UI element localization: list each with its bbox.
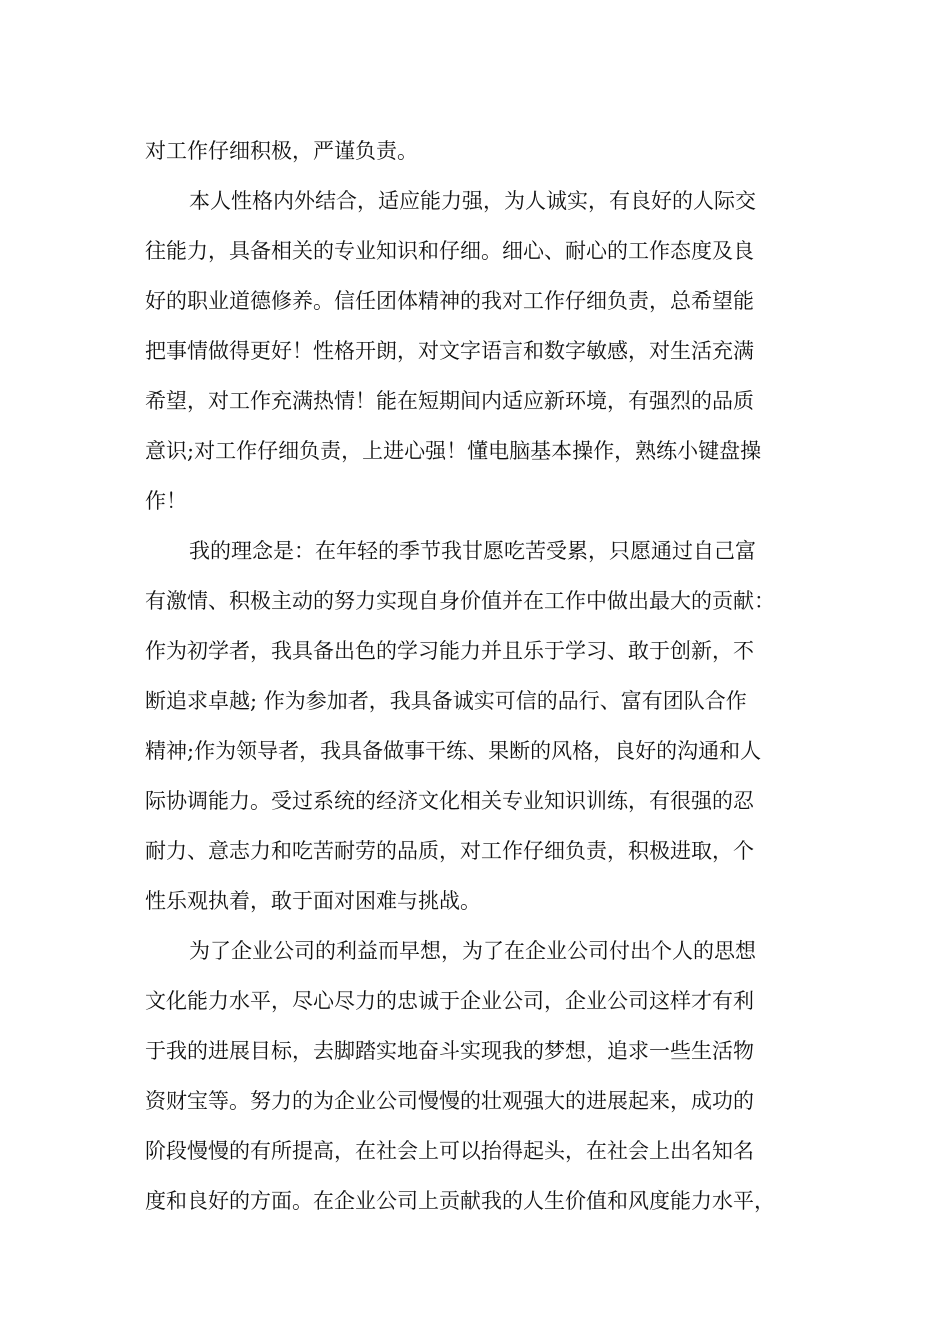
text-line-13: 精神;作为领导者，我具备做事干练、果断的风格，良好的沟通和人 (145, 739, 762, 763)
text-line-4: 好的职业道德修养。信任团体精神的我对工作仔细负责，总希望能 (145, 289, 754, 313)
text-line-12: 断追求卓越; 作为参加者，我具备诚实可信的品行、富有团队合作 (145, 689, 747, 713)
text-line-19: 于我的进展目标，去脚踏实地奋斗实现我的梦想，追求一些生活物 (145, 1039, 754, 1063)
text-line-10: 有激情、积极主动的努力实现自身价值并在工作中做出最大的贡献： (145, 589, 775, 613)
text-line-11: 作为初学者，我具备出色的学习能力并且乐于学习、敢于创新，不 (145, 639, 754, 663)
paragraph-start-line: 本人性格内外结合，适应能力强，为人诚实，有良好的人际交 (189, 189, 756, 213)
paragraph-start-line: 我的理念是：在年轻的季节我甘愿吃苦受累，只愿通过自己富 (189, 539, 756, 563)
text-line-14: 际协调能力。受过系统的经济文化相关专业知识训练，有很强的忍 (145, 789, 754, 813)
text-line-5: 把事情做得更好！性格开朗，对文字语言和数字敏感，对生活充满 (145, 339, 754, 363)
text-line-6: 希望，对工作充满热情！能在短期间内适应新环境，有强烈的品质 (145, 389, 754, 413)
text-line-21: 阶段慢慢的有所提高，在社会上可以抬得起头，在社会上出名知名 (145, 1139, 754, 1163)
text-line-3: 往能力，具备相关的专业知识和仔细。细心、耐心的工作态度及良 (145, 239, 754, 263)
text-line-15: 耐力、意志力和吃苦耐劳的品质，对工作仔细负责，积极进取，个 (145, 839, 754, 863)
text-line-20: 资财宝等。努力的为企业公司慢慢的壮观强大的进展起来，成功的 (145, 1089, 754, 1113)
text-line-7: 意识;对工作仔细负责，上进心强！懂电脑基本操作，熟练小键盘操 (145, 439, 762, 463)
text-line-8: 作！ (145, 489, 187, 513)
text-line-18: 文化能力水平，尽心尽力的忠诚于企业公司，企业公司这样才有利 (145, 989, 754, 1013)
text-line-1: 对工作仔细积极，严谨负责。 (145, 139, 418, 163)
body-text (145, 126, 825, 1226)
text-line-22: 度和良好的方面。在企业公司上贡献我的人生价值和风度能力水平， (145, 1189, 775, 1213)
paragraph-start-line: 为了企业公司的利益而早想，为了在企业公司付出个人的思想 (189, 939, 756, 963)
text-line-16: 性乐观执着，敢于面对困难与挑战。 (145, 889, 481, 913)
